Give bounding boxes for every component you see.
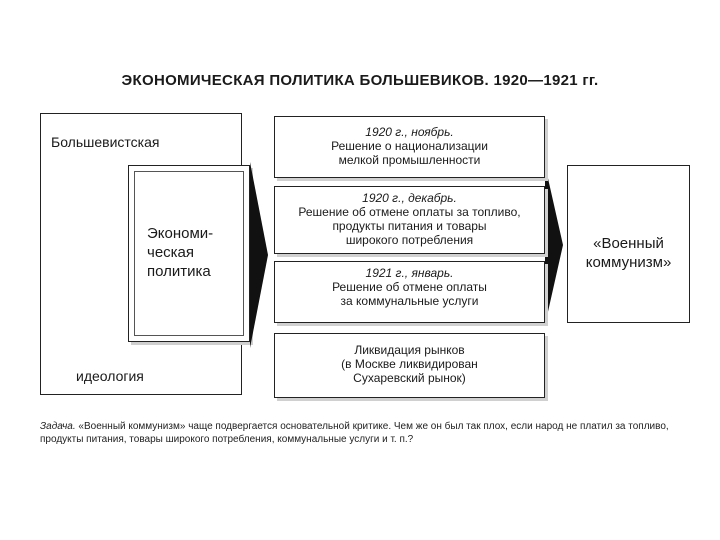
event-date: 1920 г., ноябрь. xyxy=(365,125,454,139)
event-text: (в Москве ликвидирован xyxy=(341,357,478,371)
event-text: Сухаревский рынок) xyxy=(353,371,466,385)
economic-policy-line: Экономи- xyxy=(147,225,214,242)
war-communism-text xyxy=(568,234,689,272)
diagram-title: ЭКОНОМИЧЕСКАЯ ПОЛИТИКА БОЛЬШЕВИКОВ. 1920—1921 гг. xyxy=(121,72,599,89)
event-text: Ликвидация рынков xyxy=(354,343,465,357)
right-arrow xyxy=(545,165,563,325)
event-box xyxy=(274,261,545,323)
event-box xyxy=(274,116,545,178)
left-arrow xyxy=(250,162,268,348)
event-date: 1921 г., январь. xyxy=(365,266,454,280)
outer-label-bottom: идеология xyxy=(76,368,144,384)
economic-policy-line: политика xyxy=(147,263,211,280)
event-box xyxy=(274,333,545,398)
war-communism-box xyxy=(567,165,690,323)
task-label: Задача. xyxy=(40,421,76,432)
event-text: Решение об отмене оплаты xyxy=(332,280,487,294)
event-date: 1920 г., декабрь. xyxy=(362,191,457,205)
event-box xyxy=(274,186,545,254)
event-text: широкого потребления xyxy=(345,233,474,247)
outer-label-top: Большевистская xyxy=(51,134,160,150)
event-text: Решение об отмене оплаты за топливо, xyxy=(298,205,521,219)
event-text: мелкой промышленности xyxy=(338,153,481,167)
economic-policy-line: ческая xyxy=(147,244,195,261)
task-text: «Военный коммунизм» чаще подвергается основательной критике. Чем же он был так плох, если народ не платил за топливо, продукты питания, товары широкого потребления, коммунальные услуги и т. п.? xyxy=(40,421,669,445)
event-text: Решение о национализации xyxy=(331,139,488,153)
war-communism-line: коммунизм» xyxy=(585,254,672,271)
war-communism-line: «Военный xyxy=(593,235,664,252)
event-text: продукты питания и товары xyxy=(332,219,487,233)
task-paragraph xyxy=(40,420,690,446)
event-text: за коммунальные услуги xyxy=(340,294,479,308)
